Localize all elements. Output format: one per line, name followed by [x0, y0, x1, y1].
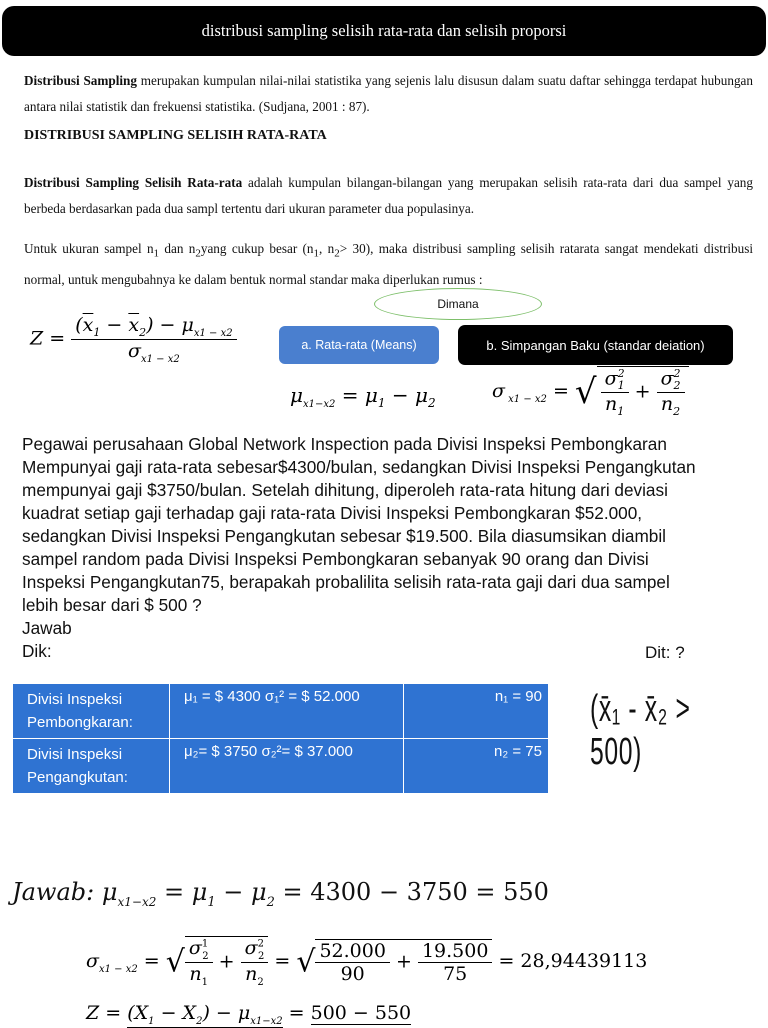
n-2: 75 — [443, 962, 468, 985]
dit-label: Dit: ? — [645, 643, 685, 662]
sqrt-radicand: $\frac{52.000}{90}$ + $\frac{19.500}{75}$ — [315, 939, 492, 985]
section-heading: DISTRIBUSI SAMPLING SELISIH RATA-RATA — [24, 128, 327, 143]
std-dev-label: b. Simpangan Baku (standar deiation) — [486, 337, 705, 353]
sqrt-sign: √ — [165, 944, 185, 980]
variance-fraction: $\frac{\sigma^1_2}{n_1}$ — [185, 937, 213, 988]
subscript: 2 — [334, 247, 340, 260]
sqrt-radicand: $\frac{\sigma^2_1}{n_1}$ + $\frac{\sigma^2_2}{n_2}$ — [597, 366, 689, 418]
sample-note-text: , n — [319, 241, 335, 256]
subscript: 2 — [195, 247, 201, 260]
sigma-value: σ₁² = $ 52.000 — [264, 688, 360, 705]
jawab-z-line: $Z = (X_1 - X_2) - \mu_{x1-x2} = 500 - 550$ — [86, 1002, 412, 1027]
mu-value: μ₁ = $ 4300 — [184, 688, 261, 705]
division-cell: Divisi Inspeksi Pengangkutan: — [13, 739, 170, 794]
means-label: a. Rata-rata (Means) — [301, 338, 417, 352]
z-formula: Z = $\frac{(\overline{x}_1 - \overline{x}_2) - \mu_{x1 - x2}}{\sigma_{x1 - x2}}$ — [30, 314, 237, 365]
variance-fraction: $\frac{\sigma^2_2}{n_2}$ — [657, 367, 685, 418]
problem-statement: Pegawai perusahaan Global Network Inspection pada Divisi Inspeksi Pembongkaran Mempunyai gaji rata-rata sebesar$4300/bulan, sedangkan Divisi Inspeksi Pengangkutan mempunyai gaji $3750/bulan. Setelah dihitung, diperoleh rata-rata hitung dari deviasi kuadrat setiap gaji terhadap gaji rata-rata Divisi Inspeksi Pembongkaran $52.000, sedangkan Divisi Inspeksi Pengangkutan sebesar $19.500. Bila diasumsikan diambil sampel random pada Divisi Inspeksi Pembongkaran sebanyak 90 orang dan Divisi Inspeksi Pengangkutan75, berapakah probalilita selisih rata-rata gaji dari dua sampel lebih besar dari $ 500 ? Jawab Dik: — [22, 434, 696, 661]
condition-expression: (x̄₁ - x̄₂ > 500) — [590, 688, 691, 773]
intro-term: Distribusi Sampling — [24, 73, 137, 88]
jawab-mean-line: Jawab: $\mu_{x1-x2} = \mu_1 - \mu_2 = 4300 - 3750 = 550$ — [12, 878, 549, 910]
intro-paragraph — [24, 68, 753, 120]
sigma-result: = 28,94439113 — [498, 949, 648, 972]
dimana-callout — [374, 288, 542, 320]
subscript: 1 — [153, 247, 160, 260]
intro-text: merupakan kumpulan nilai-nilai statistika yang sejenis lalu disusun dalam suatu daftar sehingga terdapat hubungan antara nilai statistik dan frekuensi statistika. (Sudjana, 2001 : 87). — [24, 73, 753, 114]
subscript: 1 — [313, 247, 320, 260]
sample-size-cell: n₂ = 75 — [404, 739, 549, 794]
dimana-label: Dimana — [437, 297, 479, 311]
table-row — [13, 739, 549, 794]
z-numerator: 500 − 550 — [310, 1002, 412, 1024]
sample-note-text: yang cukup besar (n — [200, 241, 314, 256]
sqrt-radicand: $\frac{\sigma^1_2}{n_1}$ + $\frac{\sigma^2_2}{n_2}$ — [185, 936, 268, 988]
mean-result: 4300 − 3750 = 550 — [310, 878, 549, 906]
sigma-value: σ₂²= $ 37.000 — [261, 743, 353, 760]
std-dev-pill — [458, 325, 733, 365]
variance-1: 52.000 — [315, 940, 389, 963]
variance-2: 19.500 — [418, 940, 492, 963]
mean-difference-formula: $\mu_{x1-x2} = \mu_1 - \mu_2$ — [290, 383, 436, 410]
parameters-cell — [170, 684, 404, 739]
numeric-fraction — [418, 940, 492, 985]
sqrt-sign: √ — [574, 371, 597, 412]
sample-note-text: > 30), maka distribusi sampling selisih ratarata sangat mendekati distribusi normal, untuk mengubahnya ke dalam bentuk normal standar maka diperlukan rumus : — [24, 241, 754, 287]
banner-title: distribusi sampling selisih rata-rata dan selisih proporsi — [201, 21, 567, 40]
std-error-formula: σ $_{x1 - x2}$ = √ $\frac{\sigma^2_1}{n_1}$ + $\frac{\sigma^2_2}{n_2}$ — [492, 366, 689, 418]
division-cell: Divisi Inspeksi Pembongkaran: — [13, 684, 170, 739]
table-row — [13, 684, 549, 739]
title-banner — [2, 6, 766, 56]
known-values-table — [12, 683, 549, 794]
mu-value: μ₂= $ 3750 — [184, 743, 258, 760]
jawab-sigma-line: $\sigma_{x1 - x2}$ = √ $\frac{\sigma^1_2}{n_1}$ + $\frac{\sigma^2_2}{n_2}$ = √ $\frac{52.000}{90}$ + $\frac{19.500}{75}$ = 28,94439113 — [86, 937, 648, 988]
sqrt-sign: √ — [296, 944, 316, 980]
means-pill — [279, 326, 439, 364]
sample-note-paragraph — [24, 236, 753, 293]
definition-text: adalah kumpulan bilangan-bilangan yang merupakan selisih rata-rata dari dua sampel yang berbeda berdasarkan pada dua sampl tertentu dari ukuran parameter dua populasinya. — [24, 175, 753, 216]
sample-note-text: Untuk ukuran sampel n — [24, 241, 154, 256]
n-1: 90 — [340, 962, 365, 985]
z-fraction: $\frac{(\overline{x}_1 - \overline{x}_2) - \mu_{x1 - x2}}{\sigma_{x1 - x2}}$ — [71, 314, 236, 365]
variance-fraction: $\frac{\sigma^2_1}{n_1}$ — [601, 367, 629, 418]
sample-note-text: dan n — [159, 241, 196, 256]
sample-size-cell: n₁ = 90 — [404, 684, 549, 739]
definition-paragraph — [24, 170, 753, 222]
definition-term: Distribusi Sampling Selisih Rata-rata — [24, 175, 243, 190]
numeric-fraction — [315, 940, 389, 985]
jawab-label: Jawab — [12, 878, 87, 906]
variance-fraction: $\frac{\sigma^2_2}{n_2}$ — [241, 937, 269, 988]
parameters-cell — [170, 739, 404, 794]
